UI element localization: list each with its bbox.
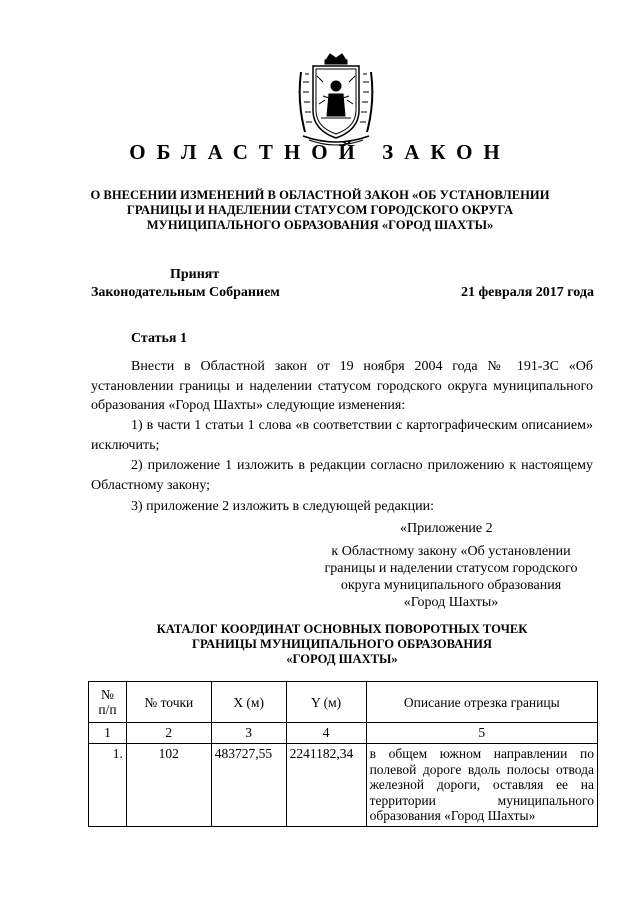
adopted-by: Законодательным Собранием [91, 285, 280, 300]
column-number: 2 [126, 723, 211, 744]
appendix-reference-line: к Областному закону «Об установлении [331, 544, 571, 559]
law-subtitle-line: О ВНЕСЕНИИ ИЗМЕНЕНИЙ В ОБЛАСТНОЙ ЗАКОН «ОБ УСТАНОВЛЕНИИ [90, 188, 550, 202]
cell-index: 1. [89, 744, 127, 827]
law-title: ОБЛАСТНОЙ ЗАКОН [129, 140, 511, 164]
column-header-description: Описание отрезка границы [366, 682, 597, 723]
coat-of-arms-icon [293, 52, 379, 148]
column-number: 4 [286, 723, 366, 744]
cell-description: в общем южном направлении по полевой дороге вдоль полосы отвода железной дороги, оставляя ее на территории муниципального образования «Город Шахты» [366, 744, 597, 827]
article-paragraph: 3) приложение 2 изложить в следующей редакции: [131, 499, 434, 514]
appendix-reference-line: округа муниципального образования [340, 578, 562, 593]
article-paragraph: Внести в Областной закон от 19 ноября 2004 года № 191-ЗС «Об установлении границы и наделении статусом городского округа муниципального образования «Город Шахты» следующие изменения: [91, 359, 593, 413]
coordinates-table [88, 681, 598, 827]
column-number: 3 [211, 723, 286, 744]
article-heading: Статья 1 [131, 331, 187, 346]
cell-point: 102 [126, 744, 211, 827]
appendix-reference-line: «Город Шахты» [403, 595, 499, 610]
appendix-reference [300, 543, 602, 611]
appendix-reference-line: границы и наделении статусом городского [324, 561, 578, 576]
catalog-title-line: ГРАНИЦЫ МУНИЦИПАЛЬНОГО ОБРАЗОВАНИЯ [191, 637, 493, 651]
cell-y: 2241182,34 [286, 744, 366, 827]
law-subtitle-line: ГРАНИЦЫ И НАДЕЛЕНИИ СТАТУСОМ ГОРОДСКОГО ОКРУГА [126, 203, 514, 217]
appendix-label: «Приложение 2 [400, 521, 493, 536]
column-number: 5 [366, 723, 597, 744]
column-header-x: X (м) [211, 682, 286, 723]
column-header-point: № точки [126, 682, 211, 723]
column-header-index: № п/п [89, 682, 127, 723]
column-number: 1 [89, 723, 127, 744]
table-header-row [89, 682, 598, 723]
article-paragraph: 2) приложение 1 изложить в редакции согласно приложению к настоящему Областному закону; [91, 458, 593, 493]
table-row [89, 744, 598, 827]
law-subtitle-line: МУНИЦИПАЛЬНОГО ОБРАЗОВАНИЯ «ГОРОД ШАХТЫ» [146, 218, 494, 232]
adopted-label: Принят [170, 267, 220, 282]
table-column-numbers-row [89, 723, 598, 744]
column-header-y: Y (м) [286, 682, 366, 723]
catalog-title [91, 622, 593, 667]
adoption-date: 21 февраля 2017 года [461, 285, 594, 300]
law-subtitle [60, 188, 580, 233]
catalog-title-line: КАТАЛОГ КООРДИНАТ ОСНОВНЫХ ПОВОРОТНЫХ ТОЧЕК [156, 622, 528, 636]
cell-x: 483727,55 [211, 744, 286, 827]
catalog-title-line: «ГОРОД ШАХТЫ» [286, 652, 398, 666]
article-paragraph: 1) в части 1 статьи 1 слова «в соответствии с картографическим описанием» исключить; [91, 418, 593, 453]
